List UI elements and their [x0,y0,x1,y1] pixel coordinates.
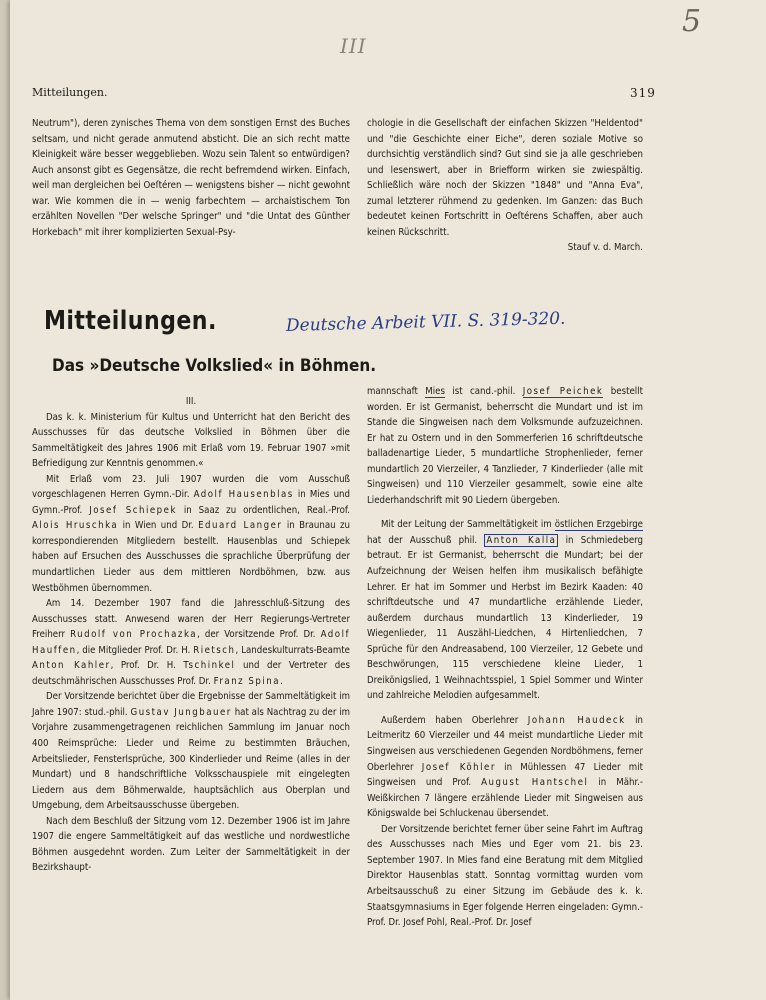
handwritten-reference-note: Deutsche Arbeit VII. S. 319-320. [285,308,566,336]
article-paragraph: Das k. k. Ministerium für Kultus und Unterricht hat den Bericht des Ausschusses für das deutsche Volkslied in Böhmen über die Sammeltätigkeit des Jahres 1906 mit Erlaß vom 19. Februar 1907 »mit Befriedigung zur Kenntnis genommen.« [32,411,350,470]
article-paragraph: Mit der Leitung der Sammeltätigkeit im östlichen Erzgebirge hat der Ausschuß phil. Anton Kalla in Schmiedeberg betraut. Er ist Germanist, beherrscht die Mundart; bei der Aufzeichnung der Weisen helfen ihm musikalisch befähigte Lehrer. Er hat im Sommer und Herbst im Bezirk Kaaden: 40 schriftdeutsche und 47 mundartliche erzählende Lieder, außerdem durchaus mundartlich 13 Kinderlieder, 19 Wiegenlieder, 11 Auszähl-Liedchen, 4 Hirtenliedchen, 7 Sprüche für den Andreasabend, 100 Vierzeiler, 12 Gebete und Beschwörungen, 115 verschiedene kleine Lieder, 1 Dreikönigslied, 1 Weihnachtsspiel, 1 Spiel Sommer und Winter und zahlreiche Melodien aufgesammelt. [367,519,643,702]
section-title: Mitteilungen. [44,306,217,336]
article-paragraph: Nach dem Beschluß der Sitzung vom 12. Dezember 1906 ist im Jahre 1907 die engere Sammeltätigkeit auf das westliche und nordwestliche Böhmen ausgedehnt worden. Zum Leiter der Sammeltätigkeit in der Bezirkshaupt- [32,815,350,874]
article-title: Das »Deutsche Volkslied« in Böhmen. [52,356,377,376]
article-paragraph: Mit Erlaß vom 23. Juli 1907 wurden die vom Ausschuß vorgeschlagenen Herren Gymn.-Dir. Adolf Hausenblas in Mies und Gymn.-Prof. Josef Schiepek in Saaz zu ordentlichen, Real.-Prof. Alois Hruschka in Wien und Dr. Eduard Langer in Braunau zu korrespondierenden Mitgliedern bestellt. Hausenblas und Schiepek haben auf Ersuchen des Ausschusses die sprachliche Überprüfung der mundartlichen Lieder aus dem mittleren Nordböhmen, bzw. aus Westböhmen übernommen. [32,473,350,594]
document-page [10,0,766,1000]
article-part-number: III. [185,396,197,407]
article-paragraph: Der Vorsitzende berichtet ferner über seine Fahrt im Auftrag des Ausschusses nach Mies und Eger vom 21. bis 23. September 1907. In Mies fand eine Beratung mit dem Mitglied Direktor Hausenblas statt. Sonntag vormittag wurden vom Arbeitsausschuß zu einer Sitzung im Gebäude des k. k. Staatsgymnasiums in Eger folgende Herren eingeladen: Gymn.-Prof. Dr. Josef Pohl, Real.-Prof. Dr. Josef [367,823,643,929]
article-paragraph: Der Vorsitzende berichtet über die Ergebnisse der Sammeltätigkeit im Jahre 1907: stud.-phil. Gustav Jungbauer hat als Nachtrag zu der im Vorjahre zusammengetragenen reichlichen Sammlung im Januar noch 400 Reimsprüche: Lieder und Reime zu bestimmten Bräuchen, Arbeitslieder, Fensterlsprüche, 300 Kinderlieder und Reime (alles in der Mundart) und 8 handschriftliche Volksschauspiele mit eingelegten Liedern aus dem Böhmerwalde, hauptsächlich aus Oberplan und Umgebung, dem Arbeitsausschusse übergeben. [32,691,350,812]
pencil-roman-mark: III [340,34,367,58]
article-right-column [367,384,643,931]
article-paragraph: mannschaft Mies ist cand.-phil. Josef Peichek bestellt worden. Er ist Germanist, beherrscht die Mundart und ist im Stande die Singweisen nach dem Volksmunde aufzuzeichnen. Er hat zu Ostern und in den Sommerferien 16 schriftdeutsche balladenartige Lieder, 5 mundartliche Strophenlieder, ferner mundartlich 20 Vierzeiler, 4 Tanzlieder, 7 Kinderlieder (alle mit Singweisen) und 110 Vierzeiler gesammelt, sowie eine alte Liederhandschrift mit 90 Liedern übergeben. [367,386,643,506]
review-right-column [367,116,643,256]
page-number: 319 [630,86,656,100]
article-paragraph: Am 14. Dezember 1907 fand die Jahresschluß-Sitzung des Ausschusses statt. Anwesend waren der Herr Regierungs-Vertreter Freiherr Rudolf von Prochazka, der Vorsitzende Prof. Dr. Adolf Hauffen, die Mitglieder Prof. Dr. H. Rietsch, Landeskulturrats-Beamte Anton Kahler, Prof. Dr. H. Tschinkel und der Vertreter des deutschmährischen Ausschusses Prof. Dr. Franz Spina. [32,598,351,687]
review-signature: Stauf v. d. March. [567,242,643,254]
review-left-text: Neutrum"), deren zynisches Thema von dem sonstigen Ernst des Buches seltsam, und nicht gerade anmutend absticht. Die an sich recht matte Kleinigkeit wäre besser weggeblieben. Wozu sein Talent so entwürdigen? Auch ansonst gibt es Gegensätze, die recht befremdend wirken. Einfach, weil man dergleichen bei Oeſtéren — wenigstens bisher — nicht gewohnt war. Wie kommen die in — wenig farbechtem — archaistischem Ton erzählten Novellen "Der welsche Springer" und "die Untat des Günther Horkebach" mit ihrer komplizierten Sexual-Psy- [32,118,350,238]
review-right-text: chologie in die Gesellschaft der einfachen Skizzen "Heldentod" und "die Geschichte einer Eiche", deren soziale Motive so durchsichtig verständlich sind? Gut sind sie ja alle geschrieben und lesenswert, aber in Briefform wirken sie zwiespältig. Schließlich wäre noch der Skizzen "1848" und "Anna Eva", zumal letzterer rühmend zu gedenken. Im Ganzen: das Buch bedeutet keinen Fortschritt in Oeſtérens Schaffen, aber auch keinen Rückschritt. [367,118,643,238]
article-left-column [32,394,350,876]
review-left-column [32,116,350,240]
article-paragraph: Außerdem haben Oberlehrer Johann Haudeck in Leitmeritz 60 Vierzeiler und 44 meist mundartliche Lieder mit Singweisen aus verschiedenen Gegenden Nordböhmens, ferner Oberlehrer Josef Köhler in Mühlessen 47 Lieder mit Singweisen und Prof. August Hantschel in Mähr.-Weißkirchen 7 längere erzählende Lieder mit Singweisen aus Königswalde bei Schluckenau übersendet. [367,714,643,820]
pencil-corner-mark: 5 [682,4,702,39]
running-head: Mitteilungen. [32,86,108,99]
